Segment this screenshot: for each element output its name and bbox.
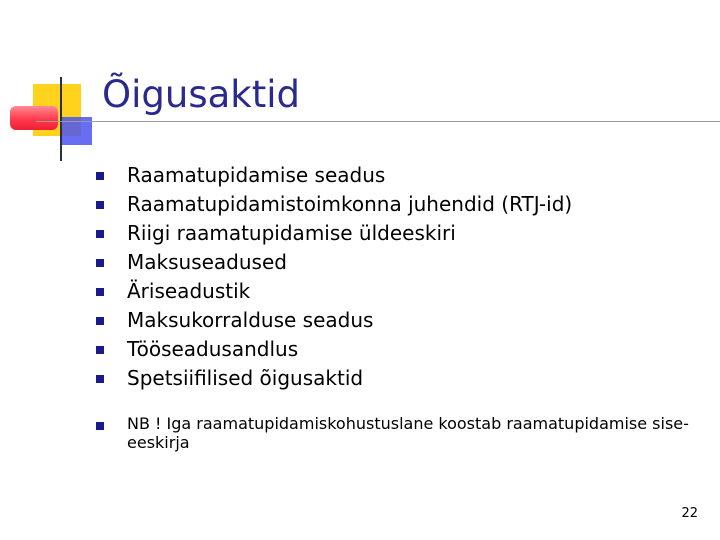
list-item — [96, 248, 572, 277]
list-item-text: Äriseadustik — [127, 279, 251, 303]
square-bullet-icon — [96, 201, 104, 209]
square-bullet-icon — [96, 230, 104, 238]
decor-red-bar — [10, 106, 58, 130]
list-item-text: Riigi raamatupidamise üldeeskiri — [127, 221, 456, 245]
square-bullet-icon — [96, 346, 104, 354]
slide-title: Õigusaktid — [102, 73, 300, 116]
list-item-text: Maksuseadused — [127, 250, 287, 274]
list-item — [96, 219, 572, 248]
square-bullet-icon — [96, 317, 104, 325]
list-item — [96, 190, 572, 219]
list-item-text: Spetsiifilised õigusaktid — [127, 366, 364, 390]
list-item — [96, 161, 572, 190]
list-item — [96, 306, 572, 335]
list-item-text: Maksukorralduse seadus — [127, 308, 374, 332]
square-bullet-icon — [96, 259, 104, 267]
title-underline — [36, 121, 720, 122]
decor-vertical-line — [60, 77, 62, 161]
square-bullet-icon — [96, 422, 104, 430]
list-item — [96, 364, 572, 393]
list-item-text: Raamatupidamise seadus — [127, 163, 386, 187]
square-bullet-icon — [96, 375, 104, 383]
list-item — [96, 277, 572, 306]
list-item-text: Tööseadusandlus — [127, 337, 299, 361]
page-number: 22 — [681, 506, 698, 521]
bullet-list — [96, 161, 572, 393]
note-text: NB ! Iga raamatupidamiskohustuslane koostab raamatupidamise sise-eeskirja — [127, 414, 689, 452]
list-item — [96, 335, 572, 364]
list-item-text: Raamatupidamistoimkonna juhendid (RTJ-id) — [127, 192, 573, 216]
square-bullet-icon — [96, 288, 104, 296]
square-bullet-icon — [96, 172, 104, 180]
